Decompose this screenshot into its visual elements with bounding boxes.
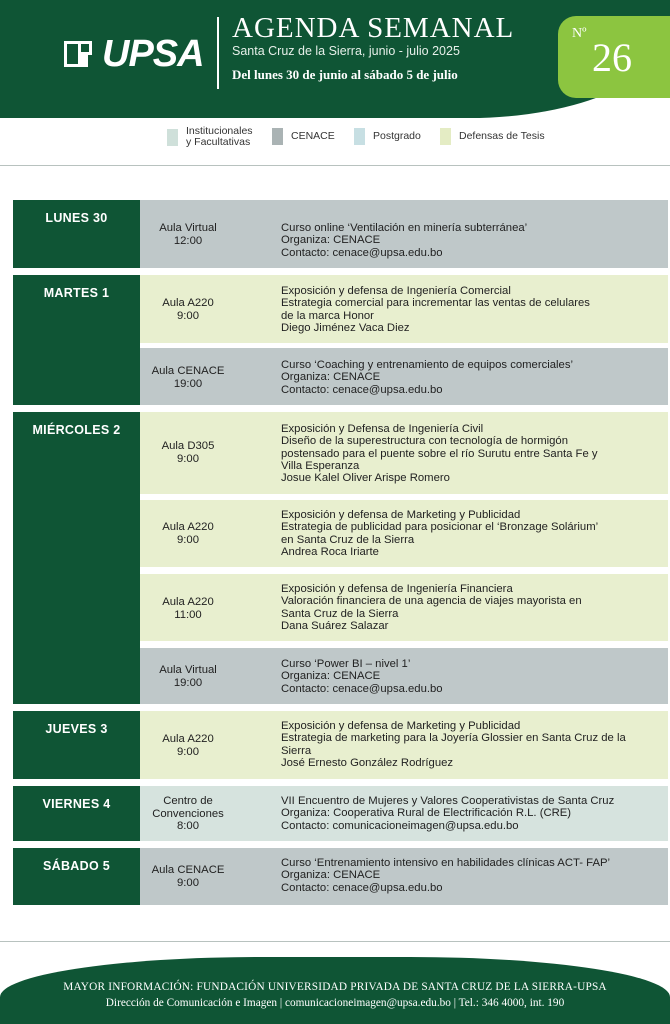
event-row — [140, 848, 668, 905]
event-place: Aula A220 9:00 — [162, 733, 214, 758]
legend — [0, 124, 670, 156]
divider-top — [0, 165, 670, 166]
event-place: Aula Virtual 12:00 — [159, 222, 217, 247]
event-description: Exposición y defensa de Ingeniería Financiera Valoración financiera de una agencia de viajes mayorista en Santa Cruz de la Sierra Dana Suárez Salazar — [281, 583, 582, 632]
issue-number: 26 — [592, 35, 632, 80]
event-row — [140, 500, 668, 567]
footer-info: MAYOR INFORMACIÓN: FUNDACIÓN UNIVERSIDAD PRIVADA DE SANTA CRUZ DE LA SIERRA-UPSA — [63, 981, 607, 993]
event-place: Aula A220 11:00 — [162, 596, 214, 621]
upsa-logo-icon — [64, 37, 98, 71]
day-label-jueves: JUEVES 3 — [13, 711, 140, 779]
event-description: Exposición y defensa de Marketing y Publicidad Estrategia de publicidad para posicionar el ‘Bronzage Solárium’ en Santa Cruz de la Sierra Andrea Roca Iriarte — [281, 509, 599, 558]
upsa-logo — [64, 34, 204, 74]
page-title: AGENDA SEMANAL — [232, 12, 515, 44]
event-description: Curso online ‘Ventilación en minería subterránea’ Organiza: CENACE Contacto: cenace@upsa.edu.bo — [281, 222, 528, 259]
event-description: Exposición y Defensa de Ingeniería Civil Diseño de la superestructura con tecnología de hormigón postensado para el puente sobre el río Surutu entre Santa Fe y Villa Esperanza Josue Kalel Oliver Arispe Romero — [281, 423, 598, 485]
day-label-lunes: LUNES 30 — [13, 200, 140, 268]
event-row — [140, 348, 668, 405]
event-description: Exposición y defensa de Marketing y Publicidad Estrategia de marketing para la Joyería Glossier en Santa Cruz de la Sierra José Ernesto González Rodríguez — [281, 720, 626, 769]
divider-bottom — [0, 941, 670, 942]
event-row — [140, 200, 668, 268]
legend-item-defensas: Defensas de Tesis — [440, 128, 545, 145]
legend-item-cenace: CENACE — [272, 128, 335, 145]
event-description: Curso ‘Coaching y entrenamiento de equipos comerciales’ Organiza: CENACE Contacto: cenace@upsa.edu.bo — [281, 359, 573, 396]
day-label-martes: MARTES 1 — [13, 275, 140, 405]
issue-symbol: Nº — [572, 26, 587, 41]
event-place: Aula CENACE 19:00 — [151, 365, 225, 390]
event-row — [140, 412, 668, 494]
day-label-viernes: VIERNES 4 — [13, 786, 140, 841]
event-description: VII Encuentro de Mujeres y Valores Cooperativistas de Santa Cruz Organiza: Cooperativa Rural de Electrificación R.L. (CRE) Contacto: comunicacioneimagen@upsa.edu.bo — [281, 795, 615, 832]
event-place: Aula D305 9:00 — [161, 440, 215, 465]
date-range: Del lunes 30 de junio al sábado 5 de julio — [232, 67, 458, 82]
page-subtitle: Santa Cruz de la Sierra, junio - julio 2025 — [232, 44, 460, 58]
event-place: Aula A220 9:00 — [162, 297, 214, 322]
event-row — [140, 711, 668, 779]
event-place: Aula Virtual 19:00 — [159, 664, 217, 689]
day-label-sabado: SÁBADO 5 — [13, 848, 140, 905]
legend-item-postgrado: Postgrado — [354, 128, 421, 145]
logo-text: UPSA — [102, 32, 204, 75]
event-row — [140, 786, 668, 841]
issue-badge — [558, 16, 670, 98]
legend-swatch — [354, 128, 365, 145]
event-place: Centro de Convenciones 8:00 — [152, 795, 224, 832]
legend-swatch — [272, 128, 283, 145]
footer-contact: Dirección de Comunicación e Imagen | comunicacioneimagen@upsa.edu.bo | Tel.: 346 4000, int. 190 — [105, 997, 565, 1009]
legend-swatch — [167, 129, 178, 146]
header-divider — [217, 17, 219, 89]
event-place: Aula CENACE 9:00 — [151, 864, 225, 889]
legend-item-institucionales: Institucionales y Facultativas — [167, 126, 253, 148]
event-row — [140, 648, 668, 704]
event-description: Curso ‘Power BI – nivel 1’ Organiza: CENACE Contacto: cenace@upsa.edu.bo — [281, 658, 443, 695]
day-label-miercoles: MIÉRCOLES 2 — [13, 412, 140, 704]
footer — [0, 957, 670, 1024]
event-description: Curso ‘Entrenamiento intensivo en habilidades clínicas ACT- FAP’ Organiza: CENACE Contacto: cenace@upsa.edu.bo — [281, 857, 611, 894]
legend-swatch — [440, 128, 451, 145]
event-row — [140, 574, 668, 641]
event-row — [140, 275, 668, 343]
event-description: Exposición y defensa de Ingeniería Comercial Estrategia comercial para incrementar las ventas de celulares de la marca Honor Diego Jiménez Vaca Diez — [281, 285, 590, 334]
event-place: Aula A220 9:00 — [162, 521, 214, 546]
